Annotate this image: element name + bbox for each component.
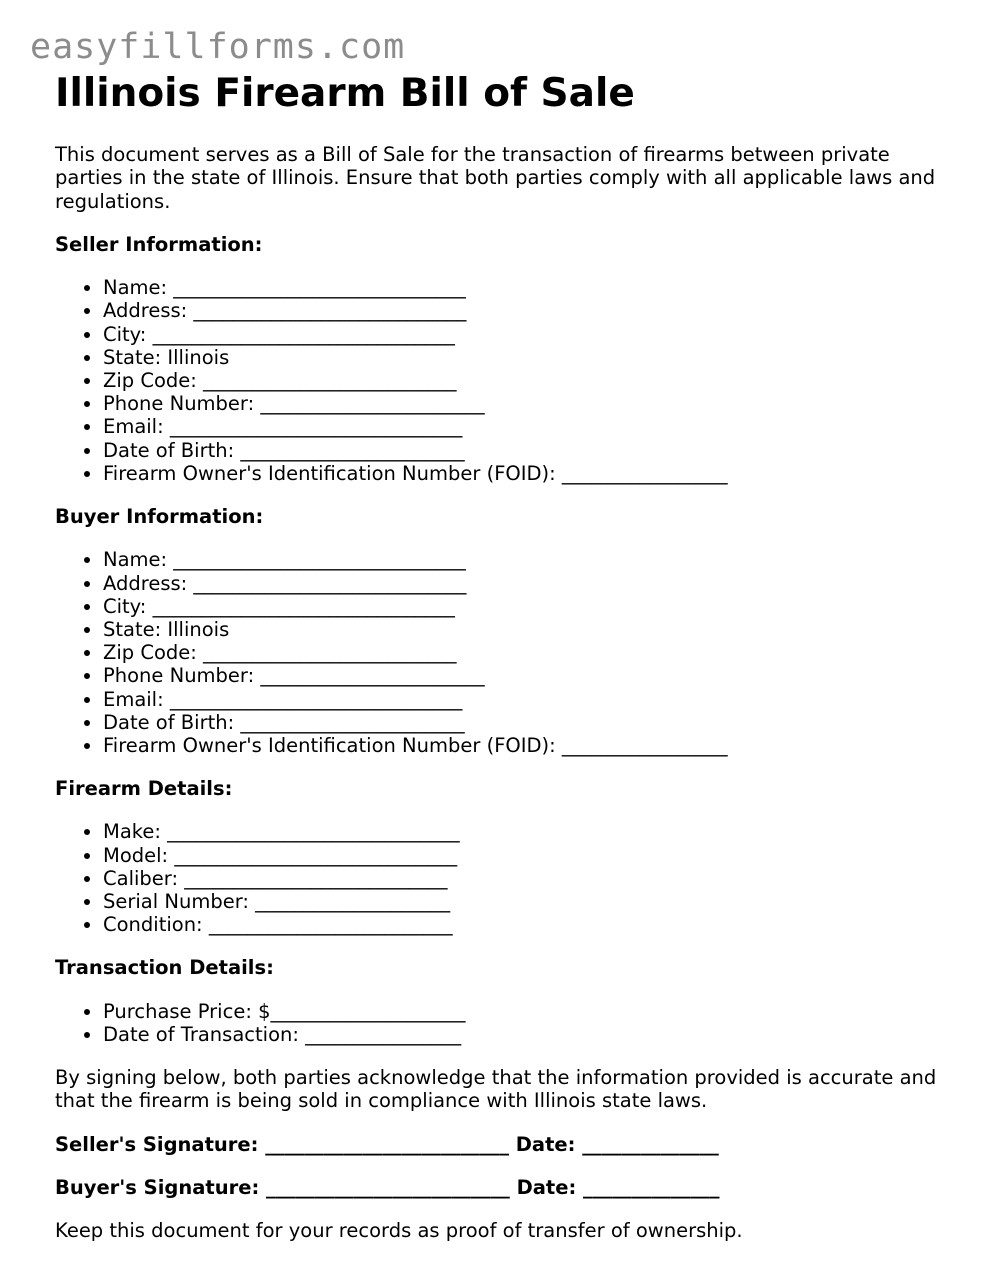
seller-city-field[interactable]: • City: _______________________________ bbox=[103, 323, 955, 346]
purchase-price-field[interactable]: • Purchase Price: $____________________ bbox=[103, 1000, 955, 1023]
seller-name-field[interactable]: • Name: ______________________________ bbox=[103, 276, 955, 299]
buyer-phone-field[interactable]: • Phone Number: _______________________ bbox=[103, 664, 955, 687]
buyer-list bbox=[55, 548, 955, 757]
buyer-email-field[interactable]: • Email: ______________________________ bbox=[103, 688, 955, 711]
page-title: Illinois Firearm Bill of Sale bbox=[55, 71, 635, 116]
acknowledgement-paragraph: By signing below, both parties acknowledge that the information provided is accurate and that the firearm is being sold in compliance with Illinois state laws. bbox=[55, 1066, 937, 1113]
buyer-address-field[interactable]: • Address: ____________________________ bbox=[103, 572, 955, 595]
buyer-signature-line[interactable]: Buyer's Signature: _________________________ Date: ______________ bbox=[55, 1176, 720, 1200]
transaction-date-field[interactable]: • Date of Transaction: ________________ bbox=[103, 1023, 955, 1046]
buyer-heading: Buyer Information: bbox=[55, 505, 264, 529]
buyer-foid-field[interactable]: • Firearm Owner's Identification Number (FOID): _________________ bbox=[103, 734, 955, 757]
firearm-condition-field[interactable]: • Condition: _________________________ bbox=[103, 913, 955, 936]
buyer-name-field[interactable]: • Name: ______________________________ bbox=[103, 548, 955, 571]
buyer-dob-field[interactable]: • Date of Birth: _______________________ bbox=[103, 711, 955, 734]
firearm-list bbox=[55, 820, 955, 936]
seller-email-field[interactable]: • Email: ______________________________ bbox=[103, 415, 955, 438]
buyer-city-field[interactable]: • City: _______________________________ bbox=[103, 595, 955, 618]
firearm-serial-field[interactable]: • Serial Number: ____________________ bbox=[103, 890, 955, 913]
firearm-model-field[interactable]: • Model: _____________________________ bbox=[103, 844, 955, 867]
seller-address-field[interactable]: • Address: ____________________________ bbox=[103, 299, 955, 322]
seller-signature-line[interactable]: Seller's Signature: _________________________ Date: ______________ bbox=[55, 1132, 719, 1156]
seller-zip-field[interactable]: • Zip Code: __________________________ bbox=[103, 369, 955, 392]
seller-foid-field[interactable]: • Firearm Owner's Identification Number (FOID): _________________ bbox=[103, 462, 955, 485]
buyer-state-field: • State: Illinois bbox=[103, 618, 955, 641]
seller-heading: Seller Information: bbox=[55, 232, 263, 256]
buyer-zip-field[interactable]: • Zip Code: __________________________ bbox=[103, 641, 955, 664]
watermark: easyfillforms.com bbox=[30, 27, 406, 67]
seller-phone-field[interactable]: • Phone Number: _______________________ bbox=[103, 392, 955, 415]
footer-note: Keep this document for your records as proof of transfer of ownership. bbox=[55, 1219, 743, 1243]
firearm-make-field[interactable]: • Make: ______________________________ bbox=[103, 820, 955, 843]
intro-paragraph: This document serves as a Bill of Sale for the transaction of firearms between private parties in the state of Illinois. Ensure that both parties comply with all applicable laws and regulations. bbox=[55, 143, 936, 213]
firearm-heading: Firearm Details: bbox=[55, 777, 233, 801]
seller-state-field: • State: Illinois bbox=[103, 346, 955, 369]
seller-list bbox=[55, 276, 955, 485]
seller-dob-field[interactable]: • Date of Birth: _______________________ bbox=[103, 439, 955, 462]
transaction-list bbox=[55, 1000, 955, 1046]
transaction-heading: Transaction Details: bbox=[55, 956, 274, 980]
document-body bbox=[55, 70, 955, 1243]
firearm-caliber-field[interactable]: • Caliber: ___________________________ bbox=[103, 867, 955, 890]
